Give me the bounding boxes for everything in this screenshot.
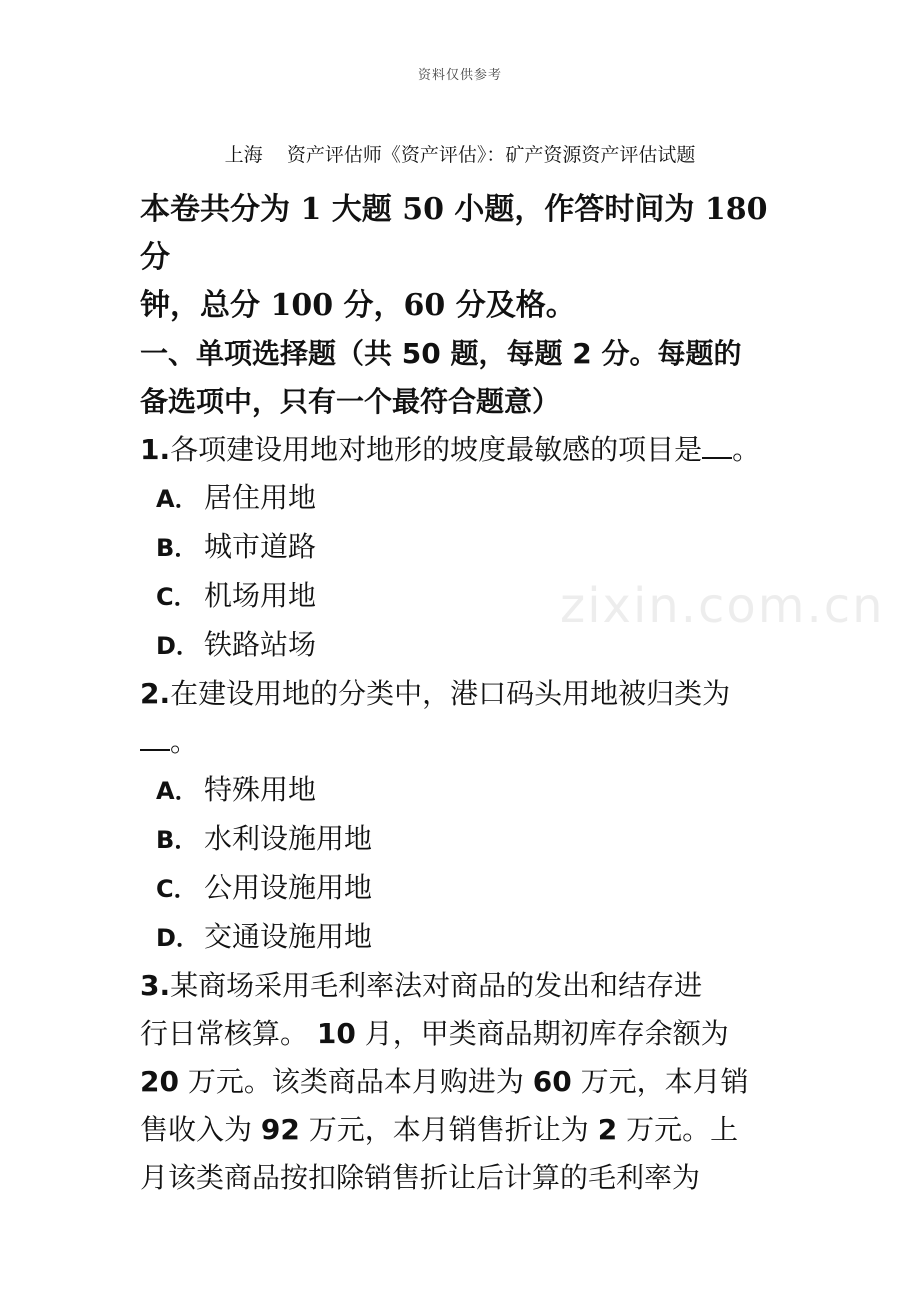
question-number: 1.	[140, 433, 171, 466]
document-body	[140, 186, 800, 1202]
option-c	[140, 572, 800, 621]
option-letter: B．	[156, 534, 199, 562]
option-letter: A．	[156, 777, 199, 805]
question-text: 月，甲类商品期初库存余额为	[355, 1017, 729, 1050]
watermark: zixin.com.cn	[560, 578, 885, 634]
question-text: 售收入为	[140, 1113, 261, 1146]
question-3-line-1	[140, 962, 800, 1010]
question-1	[140, 426, 800, 474]
header-note: 资料仅供参考	[417, 68, 502, 83]
question-number-value: 2	[597, 1113, 618, 1146]
question-3	[140, 962, 800, 1202]
option-text: 交通设施用地	[204, 920, 373, 953]
question-number-value: 60	[532, 1065, 572, 1098]
option-text: 城市道路	[204, 530, 317, 563]
option-text: 居住用地	[204, 481, 317, 514]
question-number: 2.	[140, 677, 171, 710]
question-3-line-4	[140, 1106, 800, 1154]
question-tail: 。	[170, 725, 199, 758]
option-letter: D．	[156, 632, 200, 660]
question-text: 万元。上	[617, 1113, 739, 1146]
option-letter: D．	[156, 924, 200, 952]
option-b	[140, 815, 800, 864]
option-c	[140, 864, 800, 913]
option-text: 公用设施用地	[204, 871, 373, 904]
document-title: 上海 资产评估师《资产评估》：矿产资源资产评估试题	[224, 144, 696, 166]
option-d	[140, 621, 800, 670]
option-b	[140, 523, 800, 572]
question-3-line-3	[140, 1058, 800, 1106]
question-1-options	[140, 474, 800, 670]
question-2	[140, 670, 800, 718]
option-text: 水利设施用地	[204, 822, 373, 855]
question-text: 万元，本月销售折让为	[299, 1113, 598, 1146]
option-letter: C．	[156, 875, 198, 903]
option-a	[140, 474, 800, 523]
option-d	[140, 913, 800, 962]
option-letter: B．	[156, 826, 199, 854]
question-2-continuation	[140, 718, 800, 766]
option-text: 特殊用地	[204, 773, 317, 806]
question-2-options	[140, 766, 800, 962]
question-number-value: 20	[140, 1065, 179, 1098]
answer-blank	[702, 431, 732, 459]
option-a	[140, 766, 800, 815]
question-number: 3.	[140, 969, 171, 1002]
question-text: 万元，本月销	[571, 1065, 749, 1098]
question-text: 行日常核算。	[140, 1017, 317, 1050]
question-text: 万元。该类商品本月购进为	[178, 1065, 533, 1098]
question-3-line-5: 月该类商品按扣除销售折让后计算的毛利率为	[140, 1161, 701, 1194]
question-tail: 。	[732, 433, 761, 466]
option-text: 铁路站场	[204, 628, 317, 661]
section-heading-line-1: 一、单项选择题（共 50 题，每题 2 分。每题的	[140, 337, 742, 370]
question-text: 各项建设用地对地形的坡度最敏感的项目是	[170, 433, 703, 466]
question-3-line-2	[140, 1010, 800, 1058]
section-heading-line-2: 备选项中，只有一个最符合题意）	[140, 385, 561, 418]
question-text: 在建设用地的分类中，港口码头用地被归类为	[170, 677, 731, 710]
exam-intro-line-2: 钟，总分 100 分，60 分及格。	[140, 288, 576, 323]
question-text: 某商场采用毛利率法对商品的发出和结存进	[170, 969, 703, 1002]
exam-intro-line-1: 本卷共分为 1 大题 50 小题，作答时间为 180 分	[140, 192, 768, 275]
question-number-value: 10	[316, 1017, 356, 1050]
answer-blank	[140, 723, 170, 751]
option-text: 机场用地	[204, 579, 317, 612]
question-number-value: 92	[260, 1113, 300, 1146]
option-letter: A．	[156, 485, 199, 513]
option-letter: C．	[156, 583, 198, 611]
